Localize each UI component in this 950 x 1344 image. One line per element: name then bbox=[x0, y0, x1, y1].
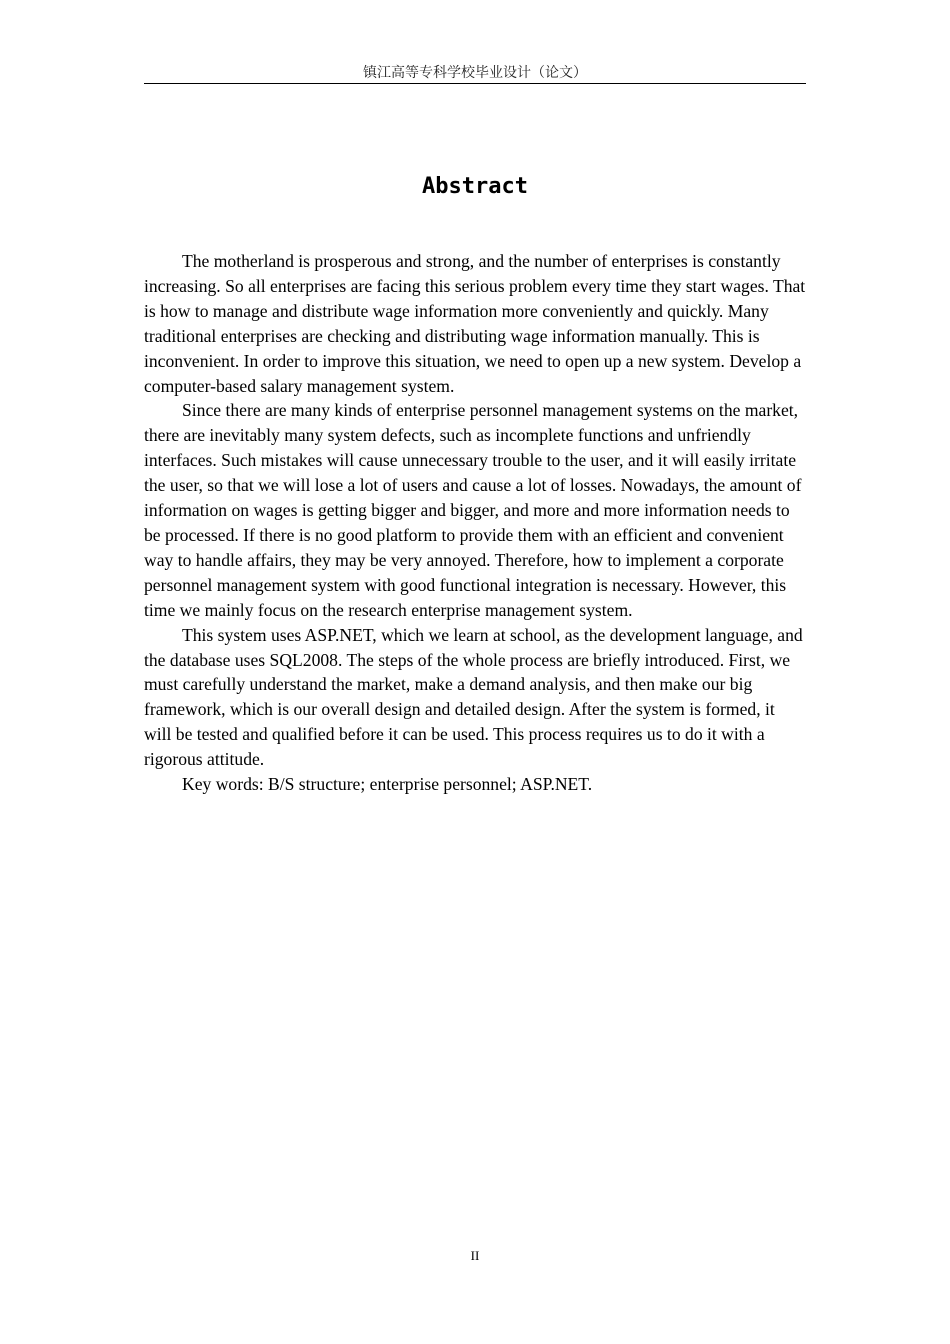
abstract-title: Abstract bbox=[422, 174, 528, 199]
running-header: 镇江高等专科学校毕业设计（论文） bbox=[363, 65, 587, 81]
abstract-body bbox=[144, 249, 806, 797]
page-number: II bbox=[470, 1248, 480, 1263]
abstract-paragraph-3: This system uses ASP.NET, which we learn at school, as the development language, and the database uses SQL2008. The steps of the whole process are briefly introduced. First, we must carefully understand the market, make a demand analysis, and then make our big framework, which is our overall design and detailed design. After the system is formed, it will be tested and qualified before it can be used. This process requires us to do it with a rigorous attitude. bbox=[144, 624, 803, 770]
abstract-paragraph-2: Since there are many kinds of enterprise personnel management systems on the market, there are inevitably many system defects, such as incomplete functions and unfriendly interfaces. Such mistakes will cause unnecessary trouble to the user, and it will easily irritate the user, so that we will lose a lot of users and cause a lot of losses. Nowadays, the amount of information on wages is getting bigger and bigger, and more and more information needs to be processed. If there is no good platform to provide them with an efficient and convenient way to handle affairs, they may be very annoyed. Therefore, how to implement a corporate personnel management system with good functional integration is necessary. However, this time we mainly focus on the research enterprise management system. bbox=[144, 400, 802, 620]
abstract-paragraph-1: The motherland is prosperous and strong, and the number of enterprises is constantly increasing. So all enterprises are facing this serious problem every time they start wages. That is how to manage and distribute wage information more conveniently and quickly. Many traditional enterprises are checking and distributing wage information manually. This is inconvenient. In order to improve this situation, we need to open up a new system. Develop a computer-based salary management system. bbox=[144, 251, 806, 396]
header-rule bbox=[144, 83, 806, 84]
keywords-line: Key words: B/S structure; enterprise personnel; ASP.NET. bbox=[182, 774, 593, 795]
